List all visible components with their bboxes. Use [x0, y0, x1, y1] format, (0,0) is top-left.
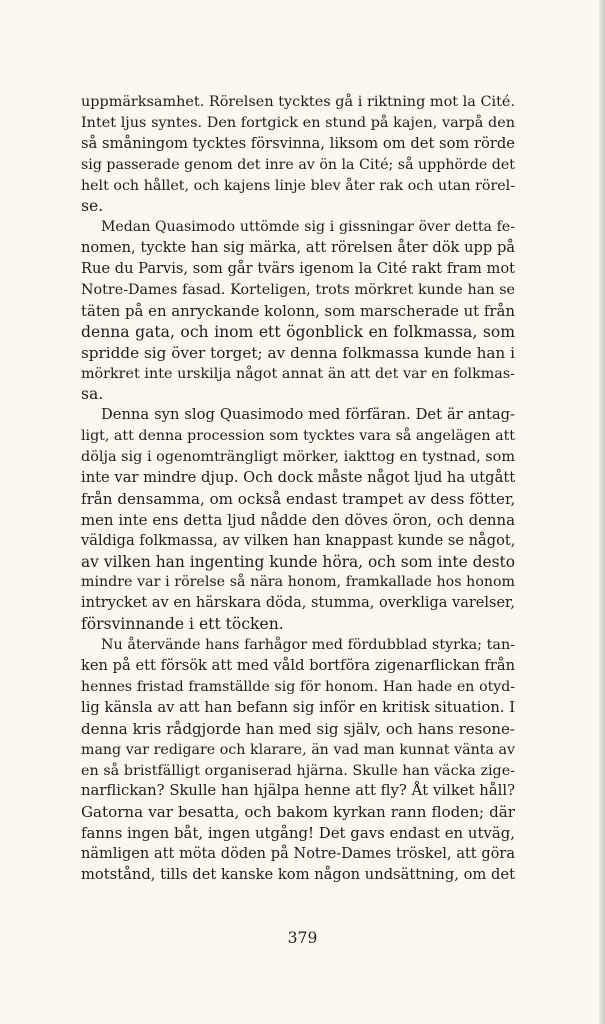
text-line: mindre var i rörelse så nära honom, framkallade hos honom: [81, 574, 515, 591]
text-line: helt och hållet, och kajens linje blev åter rak och utan rörel-: [81, 177, 515, 194]
text-line: från densamma, om också endast trampet av dess fötter,: [81, 489, 516, 508]
text-line: en så bristfälligt organiserad hjärna. Skulle han väcka zige-: [81, 762, 515, 779]
text-line: väldiga folkmassa, av vilken han knappast kunde se något,: [81, 531, 516, 549]
text-line: ligt, att denna procession som tycktes vara så angelägen att: [81, 428, 515, 445]
body-text: [81, 92, 515, 886]
text-line: narflickan? Skulle han hjälpa henne att fly? Åt vilket håll?: [81, 782, 515, 800]
text-line: inte var mindre djup. Och dock måste något ljud ha utgått: [81, 469, 516, 487]
text-line: ken på ett försök att med våld bortföra zigenarflickan från: [81, 657, 515, 675]
page-edge: [599, 0, 605, 1024]
text-line: fanns ingen båt, ingen utgång! Det gavs endast en utväg,: [81, 824, 515, 843]
text-line: se.: [81, 197, 104, 216]
text-line: så småningom tycktes försvinna, liksom om det som rörde: [81, 134, 515, 152]
page-number: 379: [287, 929, 318, 947]
text-line: mang var redigare och klarare, än vad man kunnat vänta av: [81, 741, 515, 758]
text-line: Medan Quasimodo uttömde sig i gissningar över detta fe-: [101, 219, 515, 236]
text-line: sa.: [81, 385, 104, 404]
text-line: denna gata, och inom ett ögonblick en folkmassa, som: [81, 322, 515, 341]
text-line: nomen, tyckte han sig märka, att rörelsen åter dök upp på: [81, 239, 515, 257]
text-line: täten på en anryckande kolonn, som marscherade ut från: [81, 301, 515, 320]
text-line: Notre-Dames fasad. Korteligen, trots mörkret kunde han se: [81, 282, 515, 299]
text-line: mörkret inte urskilja något annat än att det var en folkmas-: [81, 365, 515, 382]
text-line: försvinnande i ett töcken.: [81, 615, 284, 634]
text-line: av vilken han ingenting kunde höra, och som inte desto: [81, 552, 515, 571]
text-line: spridde sig över torget; av denna folkmassa kunde han i: [81, 343, 515, 362]
text-line: hennes fristad framställde sig för honom. Han hade en otyd-: [81, 678, 515, 695]
text-line: intrycket av en härskara döda, stumma, overkliga varelser,: [81, 595, 515, 612]
text-line: lig känsla av att han befann sig inför en kritisk situation. I: [81, 698, 515, 716]
text-line: Rue du Parvis, som går tvärs igenom la Cité rakt fram mot: [81, 260, 515, 278]
text-line: Nu återvände hans farhågor med fördubblad styrka; tan-: [101, 637, 515, 654]
text-line: men inte ens detta ljud nådde den döves öron, och denna: [81, 510, 515, 529]
text-line: sig passerade genom det inre av ön la Cité; så upphörde det: [81, 156, 515, 173]
text-line: Intet ljus syntes. Den fortgick en stund på kajen, varpå den: [81, 114, 515, 131]
text-line: dölja sig i ogenomträngligt mörker, iakttog en tystnad, som: [81, 449, 515, 466]
text-line: Denna syn slog Quasimodo med förfäran. Det är antag-: [101, 406, 515, 424]
text-line: denna kris rådgjorde han med sig själv, och hans resone-: [81, 719, 515, 738]
text-line: Gatorna var besatta, och bakom kyrkan rann floden; där: [81, 803, 515, 822]
text-line: nämligen att möta döden på Notre-Dames tröskel, att göra: [81, 846, 515, 863]
text-line: uppmärksamhet. Rörelsen tycktes gå i riktning mot la Cité.: [81, 94, 515, 110]
text-line: motstånd, tills det kanske kom någon undsättning, om det: [81, 865, 515, 883]
